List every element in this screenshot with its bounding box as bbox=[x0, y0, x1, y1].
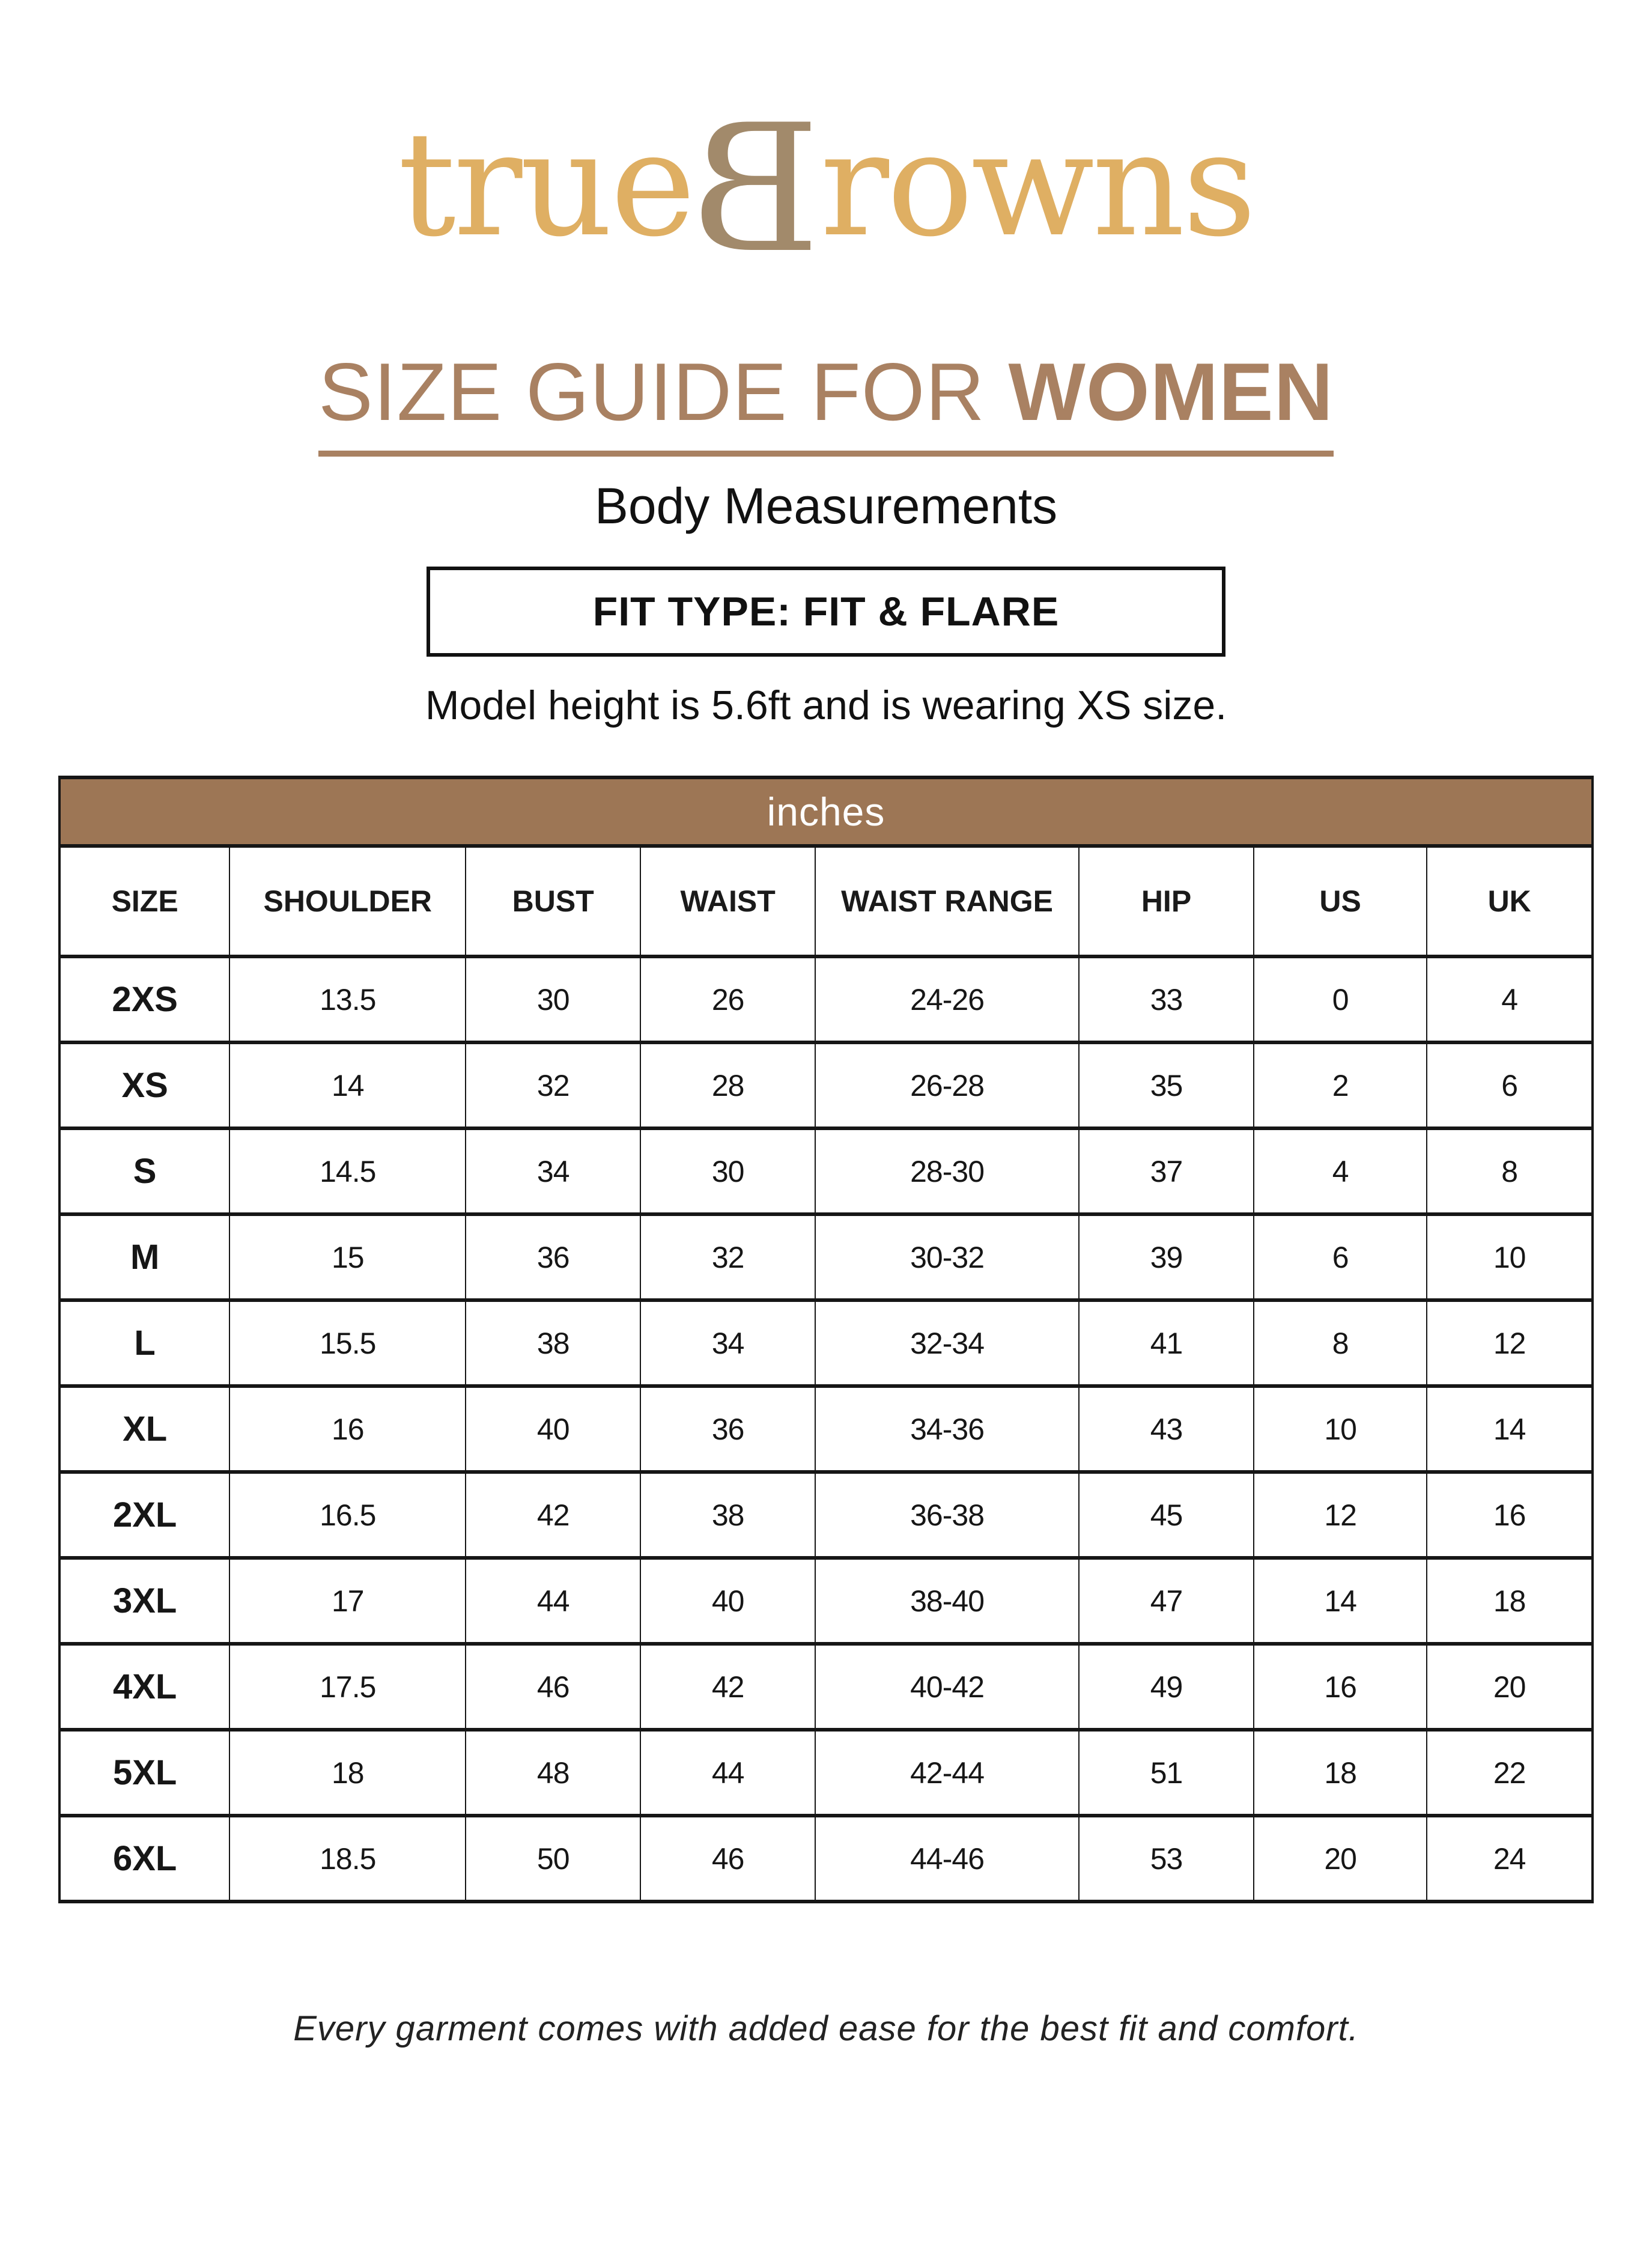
size-label-cell: 2XL bbox=[59, 1472, 229, 1558]
measurement-cell: 0 bbox=[1254, 956, 1427, 1042]
measurement-cell: 12 bbox=[1427, 1300, 1593, 1386]
measurement-cell: 16 bbox=[1427, 1472, 1593, 1558]
unit-header-row bbox=[59, 777, 1593, 846]
column-header: SHOULDER bbox=[229, 846, 466, 956]
brand-logo: trueBrowns bbox=[398, 87, 1254, 293]
measurement-cell: 16 bbox=[1254, 1644, 1427, 1730]
unit-header-cell: inches bbox=[59, 777, 1593, 846]
page-title-regular: SIZE GUIDE FOR bbox=[318, 346, 1009, 437]
measurement-cell: 51 bbox=[1079, 1730, 1254, 1816]
measurement-cell: 32 bbox=[640, 1214, 815, 1300]
measurement-cell: 44-46 bbox=[815, 1816, 1079, 1902]
page-subtitle: Body Measurements bbox=[594, 478, 1058, 534]
table-row bbox=[59, 1644, 1593, 1730]
size-label-cell: 3XL bbox=[59, 1558, 229, 1644]
measurement-cell: 10 bbox=[1427, 1214, 1593, 1300]
page-title bbox=[318, 345, 1334, 457]
size-chart-table bbox=[58, 776, 1594, 1903]
table-row bbox=[59, 1730, 1593, 1816]
measurement-cell: 40-42 bbox=[815, 1644, 1079, 1730]
measurement-cell: 6 bbox=[1254, 1214, 1427, 1300]
page-title-bold: WOMEN bbox=[1008, 346, 1334, 437]
measurement-cell: 32 bbox=[466, 1042, 640, 1128]
column-header: BUST bbox=[466, 846, 640, 956]
measurement-cell: 34 bbox=[640, 1300, 815, 1386]
measurement-cell: 13.5 bbox=[229, 956, 466, 1042]
measurement-cell: 40 bbox=[640, 1558, 815, 1644]
column-header: SIZE bbox=[59, 846, 229, 956]
measurement-cell: 49 bbox=[1079, 1644, 1254, 1730]
model-height-note: Model height is 5.6ft and is wearing XS size. bbox=[425, 683, 1227, 728]
measurement-cell: 4 bbox=[1427, 956, 1593, 1042]
measurement-cell: 18 bbox=[1254, 1730, 1427, 1816]
column-header: WAIST bbox=[640, 846, 815, 956]
measurement-cell: 14.5 bbox=[229, 1128, 466, 1214]
measurement-cell: 24 bbox=[1427, 1816, 1593, 1902]
size-label-cell: L bbox=[59, 1300, 229, 1386]
measurement-cell: 15 bbox=[229, 1214, 466, 1300]
size-label-cell: 6XL bbox=[59, 1816, 229, 1902]
measurement-cell: 2 bbox=[1254, 1042, 1427, 1128]
size-label-cell: 4XL bbox=[59, 1644, 229, 1730]
size-label-cell: XS bbox=[59, 1042, 229, 1128]
measurement-cell: 15.5 bbox=[229, 1300, 466, 1386]
measurement-cell: 38 bbox=[640, 1472, 815, 1558]
measurement-cell: 46 bbox=[466, 1644, 640, 1730]
measurement-cell: 47 bbox=[1079, 1558, 1254, 1644]
measurement-cell: 43 bbox=[1079, 1386, 1254, 1472]
measurement-cell: 18 bbox=[229, 1730, 466, 1816]
size-table-body bbox=[59, 956, 1593, 1902]
measurement-cell: 32-34 bbox=[815, 1300, 1079, 1386]
measurement-cell: 14 bbox=[229, 1042, 466, 1128]
measurement-cell: 42 bbox=[466, 1472, 640, 1558]
measurement-cell: 46 bbox=[640, 1816, 815, 1902]
measurement-cell: 6 bbox=[1427, 1042, 1593, 1128]
measurement-cell: 42 bbox=[640, 1644, 815, 1730]
table-row bbox=[59, 1558, 1593, 1644]
measurement-cell: 18.5 bbox=[229, 1816, 466, 1902]
logo-part-true: true bbox=[398, 100, 694, 269]
measurement-cell: 44 bbox=[640, 1730, 815, 1816]
measurement-cell: 28-30 bbox=[815, 1128, 1079, 1214]
fit-type-box: FIT TYPE: FIT & FLARE bbox=[427, 567, 1225, 657]
measurement-cell: 20 bbox=[1254, 1816, 1427, 1902]
column-header: US bbox=[1254, 846, 1427, 956]
measurement-cell: 36 bbox=[640, 1386, 815, 1472]
measurement-cell: 42-44 bbox=[815, 1730, 1079, 1816]
size-label-cell: M bbox=[59, 1214, 229, 1300]
measurement-cell: 26-28 bbox=[815, 1042, 1079, 1128]
measurement-cell: 8 bbox=[1254, 1300, 1427, 1386]
measurement-cell: 14 bbox=[1427, 1386, 1593, 1472]
measurement-cell: 48 bbox=[466, 1730, 640, 1816]
measurement-cell: 30 bbox=[466, 956, 640, 1042]
measurement-cell: 36 bbox=[466, 1214, 640, 1300]
measurement-cell: 24-26 bbox=[815, 956, 1079, 1042]
measurement-cell: 38 bbox=[466, 1300, 640, 1386]
size-label-cell: S bbox=[59, 1128, 229, 1214]
measurement-cell: 22 bbox=[1427, 1730, 1593, 1816]
measurement-cell: 33 bbox=[1079, 956, 1254, 1042]
measurement-cell: 41 bbox=[1079, 1300, 1254, 1386]
measurement-cell: 8 bbox=[1427, 1128, 1593, 1214]
measurement-cell: 30 bbox=[640, 1128, 815, 1214]
column-header-row bbox=[59, 846, 1593, 956]
measurement-cell: 10 bbox=[1254, 1386, 1427, 1472]
table-row bbox=[59, 956, 1593, 1042]
measurement-cell: 35 bbox=[1079, 1042, 1254, 1128]
measurement-cell: 16 bbox=[229, 1386, 466, 1472]
table-row bbox=[59, 1214, 1593, 1300]
measurement-cell: 18 bbox=[1427, 1558, 1593, 1644]
size-label-cell: 2XS bbox=[59, 956, 229, 1042]
column-header: UK bbox=[1427, 846, 1593, 956]
page-title-wrap bbox=[0, 345, 1652, 457]
measurement-cell: 17.5 bbox=[229, 1644, 466, 1730]
measurement-cell: 34 bbox=[466, 1128, 640, 1214]
table-row bbox=[59, 1128, 1593, 1214]
column-header: WAIST RANGE bbox=[815, 846, 1079, 956]
measurement-cell: 12 bbox=[1254, 1472, 1427, 1558]
measurement-cell: 45 bbox=[1079, 1472, 1254, 1558]
measurement-cell: 38-40 bbox=[815, 1558, 1079, 1644]
measurement-cell: 34-36 bbox=[815, 1386, 1079, 1472]
measurement-cell: 36-38 bbox=[815, 1472, 1079, 1558]
table-row bbox=[59, 1816, 1593, 1902]
measurement-cell: 20 bbox=[1427, 1644, 1593, 1730]
measurement-cell: 37 bbox=[1079, 1128, 1254, 1214]
measurement-cell: 14 bbox=[1254, 1558, 1427, 1644]
measurement-cell: 28 bbox=[640, 1042, 815, 1128]
measurement-cell: 44 bbox=[466, 1558, 640, 1644]
measurement-cell: 26 bbox=[640, 956, 815, 1042]
footer-note: Every garment comes with added ease for the best fit and comfort. bbox=[293, 2009, 1359, 2048]
measurement-cell: 17 bbox=[229, 1558, 466, 1644]
measurement-cell: 40 bbox=[466, 1386, 640, 1472]
measurement-cell: 39 bbox=[1079, 1214, 1254, 1300]
measurement-cell: 53 bbox=[1079, 1816, 1254, 1902]
table-row bbox=[59, 1386, 1593, 1472]
measurement-cell: 4 bbox=[1254, 1128, 1427, 1214]
logo-part-rowns: rowns bbox=[820, 100, 1254, 269]
table-row bbox=[59, 1472, 1593, 1558]
column-header: HIP bbox=[1079, 846, 1254, 956]
measurement-cell: 50 bbox=[466, 1816, 640, 1902]
table-row bbox=[59, 1042, 1593, 1128]
table-row bbox=[59, 1300, 1593, 1386]
measurement-cell: 30-32 bbox=[815, 1214, 1079, 1300]
size-label-cell: 5XL bbox=[59, 1730, 229, 1816]
size-label-cell: XL bbox=[59, 1386, 229, 1472]
measurement-cell: 16.5 bbox=[229, 1472, 466, 1558]
